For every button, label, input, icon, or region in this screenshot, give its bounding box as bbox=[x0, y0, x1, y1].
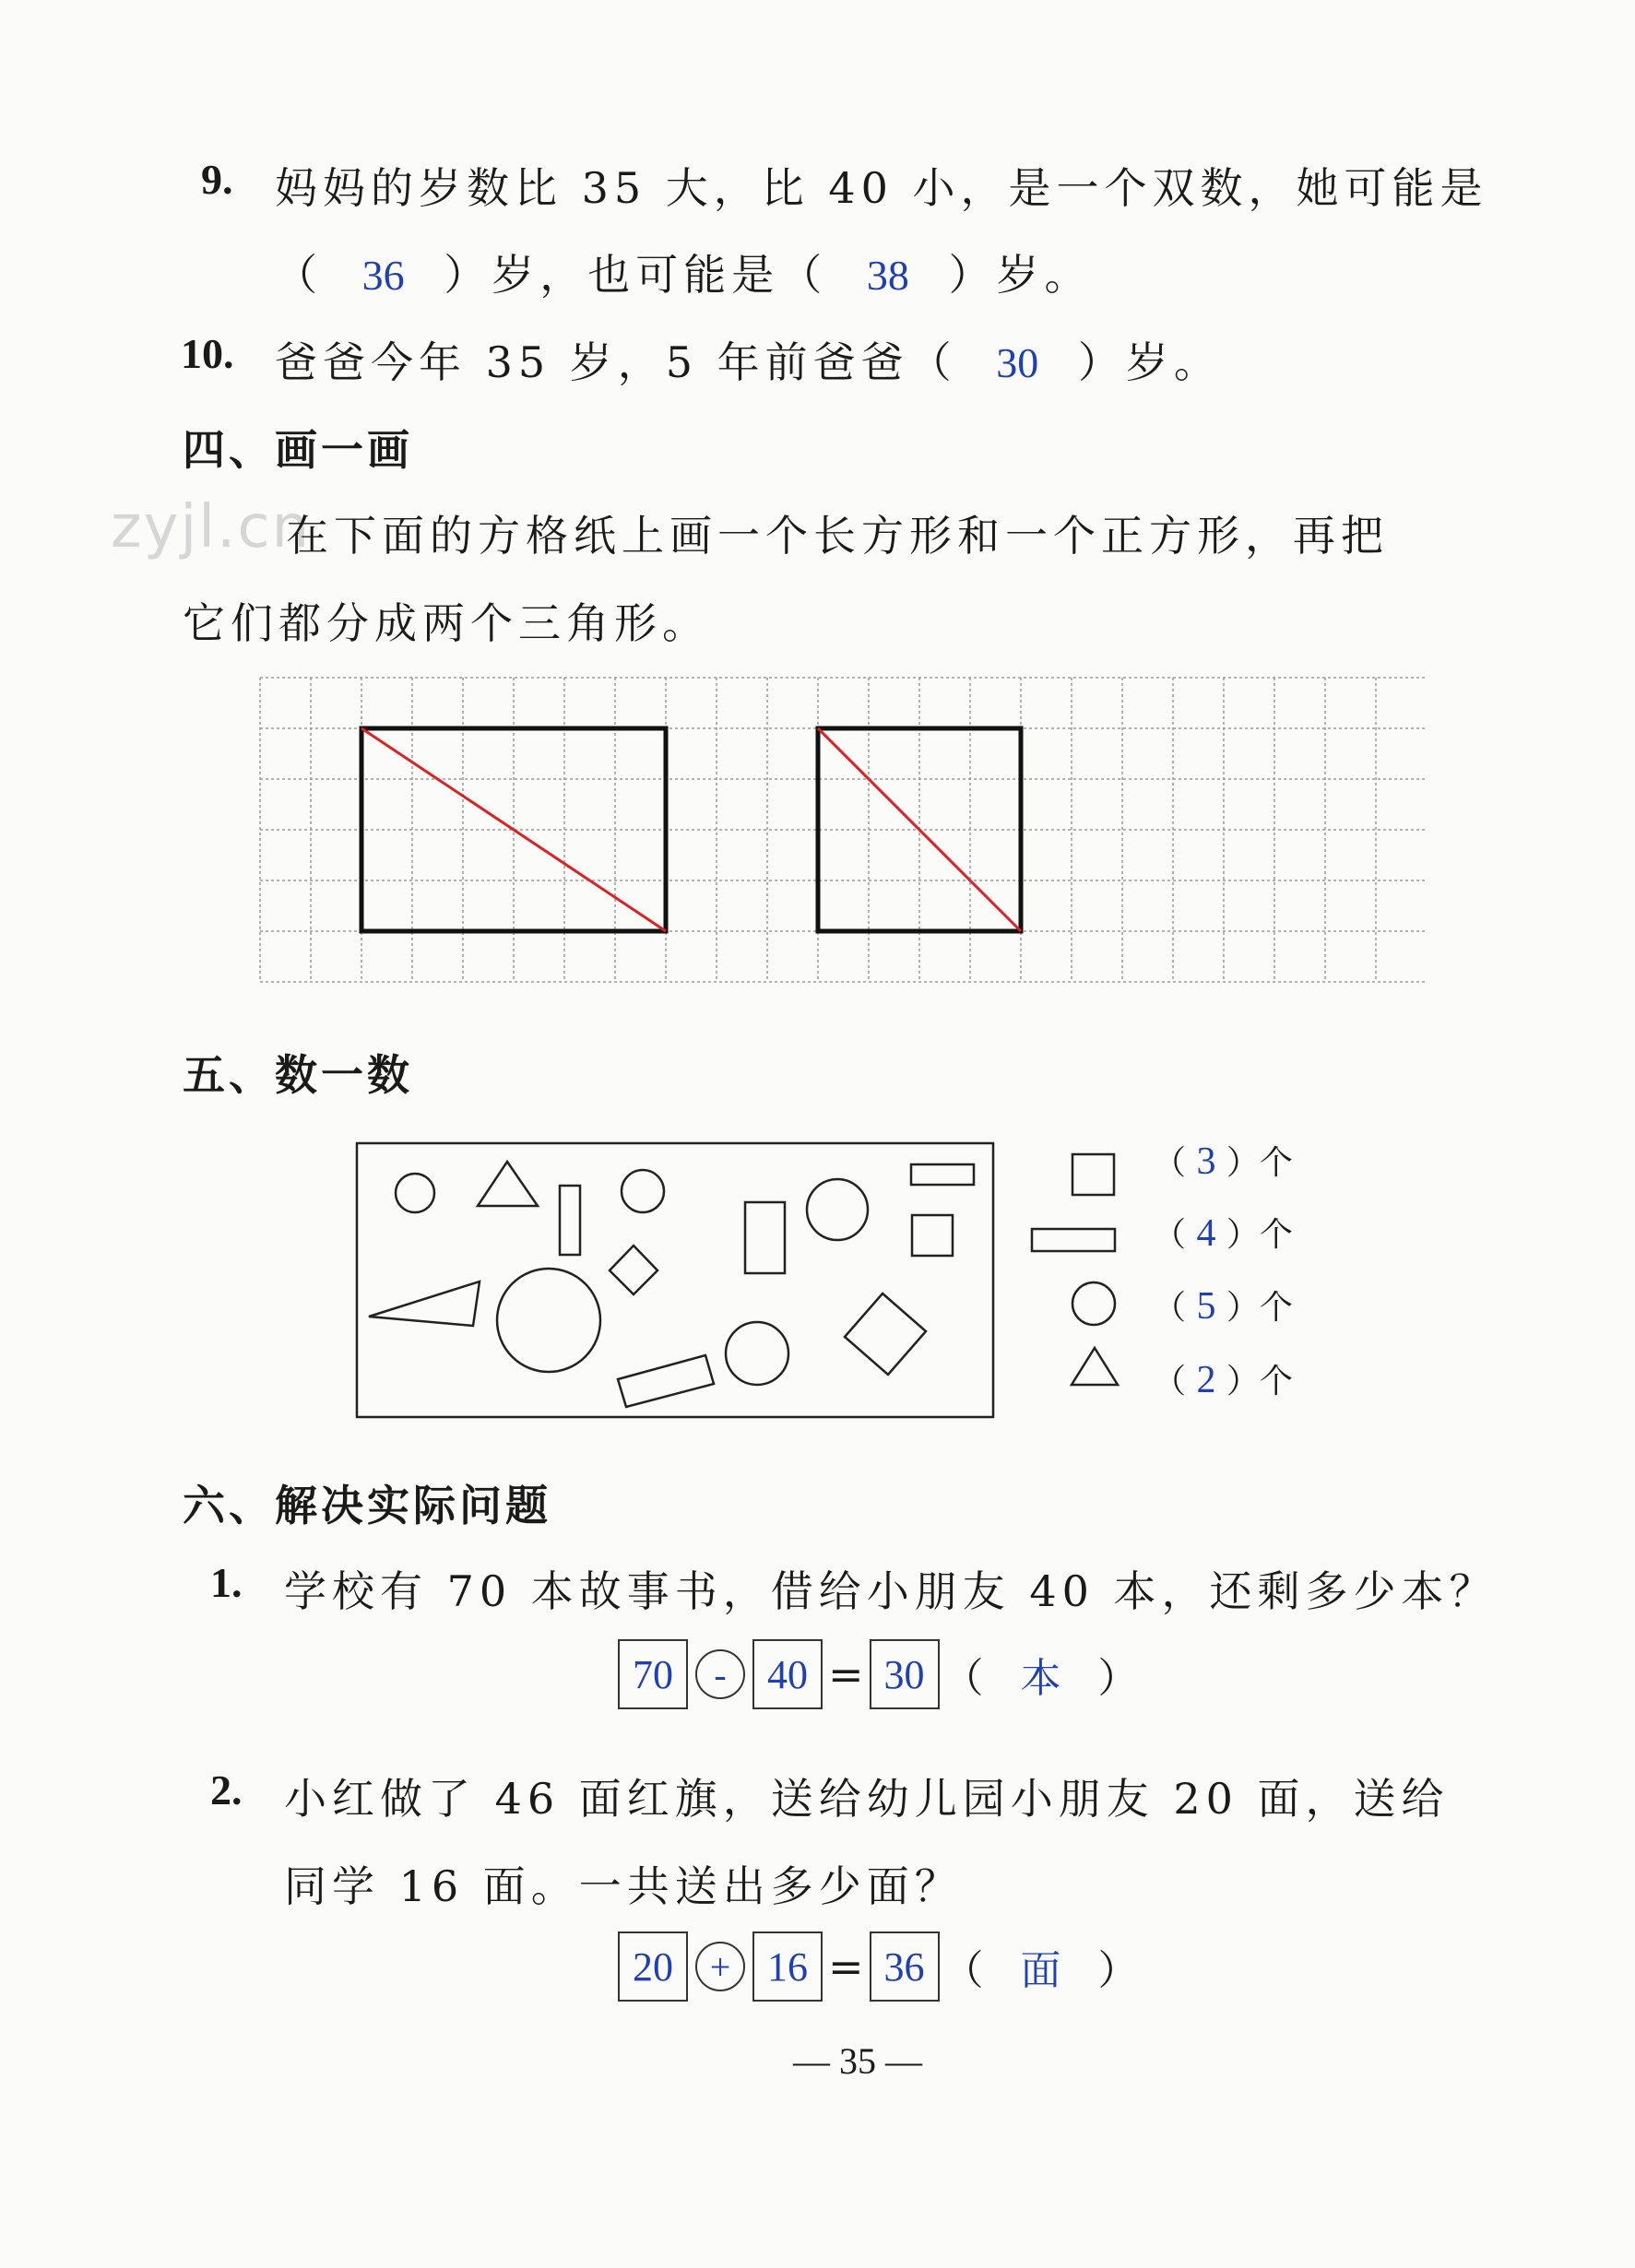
count-circle-value: 5 bbox=[1196, 1285, 1216, 1328]
p1-text: 学校有 70 本故事书，借给小朋友 40 本，还剩多少本？ bbox=[284, 1566, 1498, 1616]
p2-operand-b: 16 bbox=[752, 1931, 823, 2002]
circle-shape bbox=[396, 1174, 434, 1212]
count-unit: 个 bbox=[1259, 1216, 1293, 1254]
q10-text: 爸爸今年 35 岁，5 年前爸爸（ bbox=[275, 337, 957, 387]
count-unit: 个 bbox=[1259, 1363, 1293, 1400]
q9-answer-2: 38 bbox=[866, 252, 909, 299]
square-shape bbox=[845, 1293, 926, 1375]
q10-number: 10. bbox=[181, 330, 234, 377]
p1-equation bbox=[618, 1639, 1139, 1709]
p1-result: 30 bbox=[870, 1639, 940, 1709]
p2-equation bbox=[618, 1931, 1139, 2002]
square-icon bbox=[1072, 1154, 1114, 1195]
circle-shape bbox=[622, 1170, 664, 1212]
section4-instruction-line1: 在下面的方格纸上画一个长方形和一个正方形，再把 bbox=[286, 511, 1389, 561]
minus-icon: - bbox=[695, 1649, 745, 1699]
q9-paren-open: （ bbox=[275, 250, 323, 300]
q9-answer-1: 36 bbox=[361, 252, 405, 299]
shapes-figure bbox=[355, 1141, 996, 1420]
equals-sign: = bbox=[828, 1942, 864, 1991]
grid-paper bbox=[258, 676, 1425, 1017]
rectangle-shape bbox=[618, 1355, 714, 1407]
p1-unit: （ 本 ） bbox=[942, 1655, 1139, 1702]
p2-unit-value: 面 bbox=[1020, 1948, 1061, 1993]
q10-post-text: ）岁。 bbox=[1077, 337, 1222, 387]
section4-instruction-line2: 它们都分成两个三角形。 bbox=[183, 598, 710, 648]
p2-unit: （ 面 ） bbox=[942, 1947, 1139, 1994]
q10-line bbox=[275, 329, 1222, 390]
count-unit: 个 bbox=[1259, 1144, 1293, 1182]
triangle-shape bbox=[478, 1162, 538, 1206]
circle-icon bbox=[1072, 1282, 1115, 1325]
count-square: （ 3 ）个 bbox=[1153, 1140, 1293, 1183]
watermark: zyjl.cn bbox=[111, 493, 312, 561]
count-rectangle-value: 4 bbox=[1196, 1212, 1216, 1255]
q9-mid-text: ）岁，也可能是（ bbox=[444, 250, 828, 300]
count-square-value: 3 bbox=[1196, 1140, 1216, 1183]
p1-operand-b: 40 bbox=[752, 1639, 823, 1709]
count-unit: 个 bbox=[1259, 1289, 1293, 1327]
count-circle: （ 5 ）个 bbox=[1153, 1285, 1293, 1328]
triangle-shape bbox=[369, 1282, 480, 1326]
section4-title: 四、画一画 bbox=[183, 425, 413, 475]
equals-sign: = bbox=[828, 1649, 864, 1699]
section6-title: 六、解决实际问题 bbox=[183, 1481, 551, 1530]
p2-line1: 小红做了 46 面红旗，送给幼儿园小朋友 20 面，送给 bbox=[284, 1774, 1450, 1824]
count-legend-icons bbox=[1028, 1143, 1130, 1401]
p1-operand-a: 70 bbox=[618, 1639, 688, 1709]
q9-line2 bbox=[275, 242, 1093, 302]
q10-answer: 30 bbox=[996, 339, 1039, 386]
shapes-border bbox=[357, 1143, 993, 1417]
page-number: — 35 — bbox=[793, 2040, 922, 2082]
count-rectangle: （ 4 ）个 bbox=[1153, 1212, 1293, 1255]
q9-line1: 妈妈的岁数比 35 大，比 40 小，是一个双数，她可能是 bbox=[275, 163, 1488, 213]
square-shape bbox=[912, 1215, 953, 1256]
q9-post-text: ）岁。 bbox=[948, 250, 1093, 300]
circle-shape bbox=[497, 1269, 600, 1372]
p2-line2: 同学 16 面。一共送出多少面？ bbox=[284, 1861, 963, 1911]
p1-number: 1. bbox=[210, 1559, 243, 1606]
circle-shape bbox=[726, 1322, 788, 1385]
p2-operand-a: 20 bbox=[618, 1931, 688, 2002]
plus-icon: + bbox=[695, 1942, 745, 1991]
p2-number: 2. bbox=[210, 1766, 243, 1813]
section5-title: 五、数一数 bbox=[183, 1050, 413, 1100]
rectangle-shape bbox=[745, 1202, 785, 1273]
p1-unit-value: 本 bbox=[1020, 1656, 1061, 1701]
rectangle-shape bbox=[560, 1186, 580, 1255]
triangle-icon bbox=[1072, 1348, 1118, 1385]
rectangle-shape bbox=[911, 1164, 974, 1185]
p2-result: 36 bbox=[870, 1931, 940, 2002]
rectangle-icon bbox=[1032, 1229, 1115, 1251]
circle-shape bbox=[807, 1179, 868, 1240]
square-shape bbox=[610, 1246, 658, 1294]
count-triangle-value: 2 bbox=[1196, 1359, 1216, 1401]
count-triangle: （ 2 ）个 bbox=[1153, 1359, 1293, 1401]
q9-number: 9. bbox=[201, 156, 233, 203]
